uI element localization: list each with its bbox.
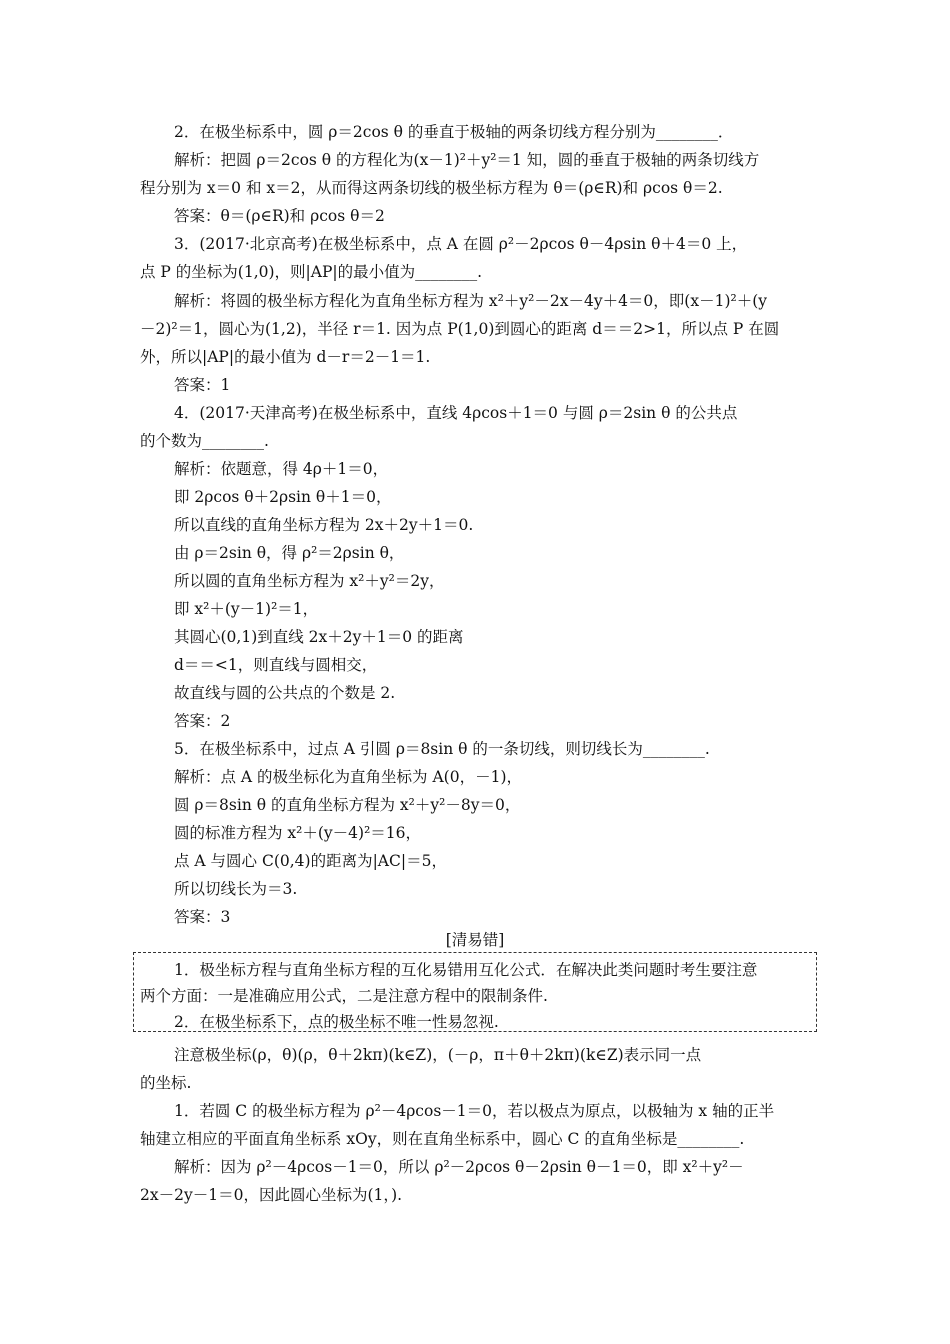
q4-question-line-1: 4．(2017·天津高考)在极坐标系中，直线 4ρcos＋1＝0 与圆 ρ＝2sin θ 的公共点	[174, 404, 738, 422]
q4-analysis-line-7: 其圆心(0,1)到直线 2x＋2y＋1＝0 的距离	[174, 628, 464, 646]
note-2-detail-1: 注意极坐标(ρ，θ)(ρ，θ＋2kπ)(k∈Z)，(－ρ，π＋θ＋2kπ)(k∈Z)表示同一点	[174, 1046, 702, 1064]
note-1-line-2: 两个方面：一是准确应用公式，二是注意方程中的限制条件.	[140, 987, 548, 1005]
q5-analysis-line-3: 圆的标准方程为 x²＋(y－4)²＝16，	[174, 824, 422, 842]
q4-question-line-2: 的个数为________.	[140, 432, 269, 450]
p1-question-line-2: 轴建立相应的平面直角坐标系 xOy，则在直角坐标系中，圆心 C 的直角坐标是________.	[140, 1130, 745, 1148]
note-2: 2．在极坐标系下，点的极坐标不唯一性易忽视.	[174, 1013, 499, 1031]
q4-analysis-line-1: 解析：依题意，得 4ρ＋1＝0，	[174, 460, 389, 478]
q5-question: 5．在极坐标系中，过点 A 引圆 ρ＝8sin θ 的一条切线，则切线长为________.	[174, 740, 710, 758]
q2-analysis-line-2: 程分别为 x＝0 和 x＝2，从而得这两条切线的极坐标方程为 θ＝(ρ∈R)和 ρcos θ＝2.	[140, 179, 723, 197]
q4-answer: 答案：2	[174, 712, 231, 730]
q5-analysis-line-5: 所以切线长为＝3.	[174, 880, 298, 898]
p1-analysis-line-2: 2x－2y－1＝0，因此圆心坐标为(1，).	[140, 1186, 403, 1204]
q5-analysis-line-4: 点 A 与圆心 C(0,4)的距离为|AC|＝5，	[174, 852, 447, 870]
q3-answer: 答案：1	[174, 376, 231, 394]
q3-question-line-2: 点 P 的坐标为(1,0)，则|AP|的最小值为________.	[140, 263, 483, 281]
q4-analysis-line-9: 故直线与圆的公共点的个数是 2.	[174, 684, 396, 702]
q2-answer: 答案：θ＝(ρ∈R)和 ρcos θ＝2	[174, 207, 385, 225]
q4-analysis-line-5: 所以圆的直角坐标方程为 x²＋y²＝2y，	[174, 572, 445, 590]
note-1-line-1: 1．极坐标方程与直角坐标方程的互化易错用互化公式．在解决此类问题时考生要注意	[174, 961, 758, 979]
q5-analysis-line-1: 解析：点 A 的极坐标化为直角坐标为 A(0，－1)，	[174, 768, 522, 786]
note-2-detail-2: 的坐标.	[140, 1074, 192, 1092]
q3-analysis-line-2: －2)²＝1，圆心为(1,2)，半径 r＝1. 因为点 P(1,0)到圆心的距离 d＝＝2>1，所以点 P 在圆	[140, 320, 780, 338]
q3-analysis-line-1: 解析：将圆的极坐标方程化为直角坐标方程为 x²＋y²－2x－4y＋4＝0，即(x－1)²＋(y	[174, 292, 768, 310]
q4-analysis-line-4: 由 ρ＝2sin θ，得 ρ²＝2ρsin θ，	[174, 544, 405, 562]
q3-question-line-1: 3．(2017·北京高考)在极坐标系中，点 A 在圆 ρ²－2ρcos θ－4ρsin θ＋4＝0 上，	[174, 235, 748, 253]
q4-analysis-line-6: 即 x²＋(y－1)²＝1，	[174, 600, 319, 618]
q2-question: 2．在极坐标系中，圆 ρ＝2cos θ 的垂直于极轴的两条切线方程分别为________．	[174, 123, 734, 141]
q4-analysis-line-3: 所以直线的直角坐标方程为 2x＋2y＋1＝0.	[174, 516, 474, 534]
p1-analysis-line-1: 解析：因为 ρ²－4ρcos－1＝0，所以 ρ²－2ρcos θ－2ρsin θ－1＝0，即 x²＋y²－	[174, 1158, 744, 1176]
q3-analysis-line-3: 外，所以|AP|的最小值为 d－r＝2－1＝1.	[140, 348, 431, 366]
q4-analysis-line-8: d＝＝<1，则直线与圆相交，	[174, 656, 378, 674]
q5-answer: 答案：3	[174, 908, 231, 926]
p1-question-line-1: 1．若圆 C 的极坐标方程为 ρ²－4ρcos－1＝0，若以极点为原点，以极轴为 x 轴的正半	[174, 1102, 775, 1120]
q2-analysis-line-1: 解析：把圆 ρ＝2cos θ 的方程化为(x－1)²＋y²＝1 知，圆的垂直于极轴的两条切线方	[174, 151, 760, 169]
q4-analysis-line-2: 即 2ρcos θ＋2ρsin θ＋1＝0，	[174, 488, 392, 506]
q5-analysis-line-2: 圆 ρ＝8sin θ 的直角坐标方程为 x²＋y²－8y＝0，	[174, 796, 521, 814]
section-heading: [清易错]	[445, 931, 505, 949]
